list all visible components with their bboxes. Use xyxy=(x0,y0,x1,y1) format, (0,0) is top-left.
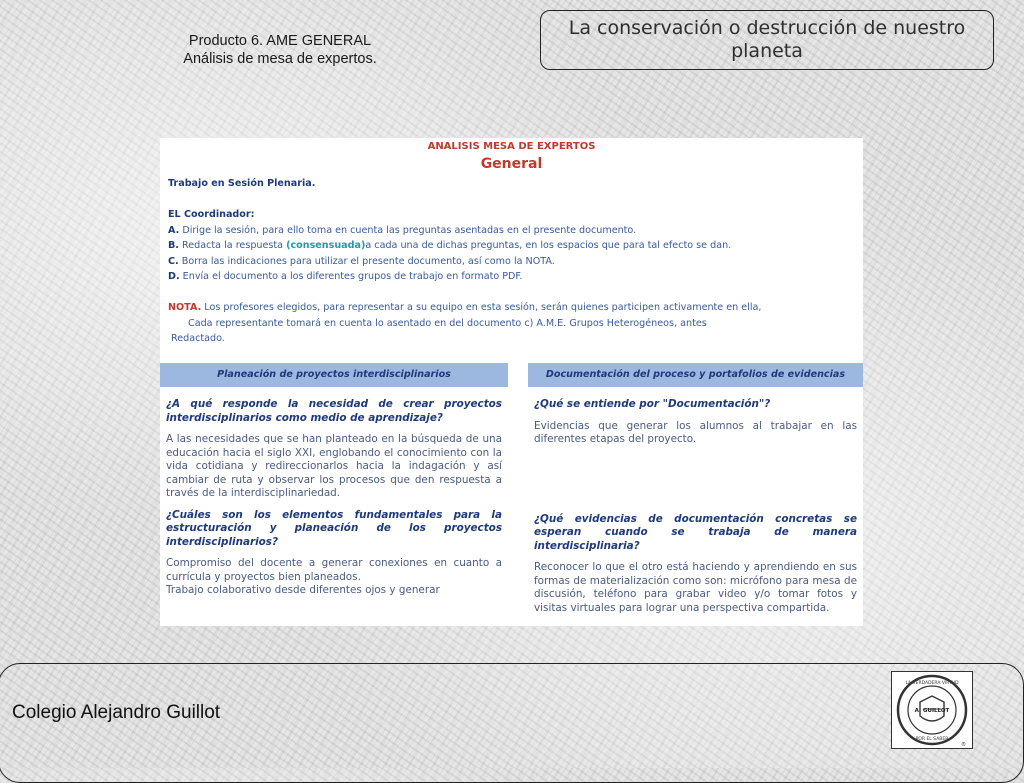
session-label: Trabajo en Sesión Plenaria. xyxy=(168,178,316,189)
svg-text:POR EL SABER: POR EL SABER xyxy=(915,737,949,742)
svg-text:A. GUILLOT: A. GUILLOT xyxy=(914,708,950,714)
answer-2: Reconocer lo que el otro está haciendo y aprendiendo en sus formas de materialización como son: micrófono para mesa de discusión, teléfono para grabar video y/o tomar fotos y visitas virtuales para lograr una perspectiva compartida. xyxy=(534,561,857,614)
document-title: ANALISIS MESA DE EXPERTOS xyxy=(427,141,596,152)
question-1: ¿Qué se entiende por "Documentación"? xyxy=(534,398,771,410)
left-column-header: Planeación de proyectos interdisciplinarios xyxy=(160,363,508,387)
subtitle-line: Análisis de mesa de expertos. xyxy=(183,51,377,67)
note: NOTA. Los profesores elegidos, para representar a su equipo en esta sesión, serán quienes participen activamente en ella, xyxy=(168,302,762,313)
slide-title-box xyxy=(540,10,994,70)
left-column xyxy=(166,398,502,598)
instruction-item: C. Borra las indicaciones para utilizar el presente documento, así como la NOTA. xyxy=(168,255,555,267)
answer-1: Evidencias que generar los alumnos al trabajar en las diferentes etapas del proyecto. xyxy=(534,419,857,445)
svg-text:LA VERDADERA VIRTUD: LA VERDADERA VIRTUD xyxy=(905,681,959,686)
note-label: NOTA. xyxy=(168,302,202,313)
instruction-item: B. Redacta la respuesta (consensuada)a cada una de dichas preguntas, en los espacios que para tal efecto se dan. xyxy=(168,240,732,251)
slide-header-left xyxy=(150,32,410,68)
question-1: ¿A qué responde la necesidad de crear proyectos interdisciplinarios como medio de aprendizaje? xyxy=(166,398,502,424)
school-seal-logo xyxy=(891,671,973,749)
consensuada-highlight: (consensuada) xyxy=(286,240,366,251)
answer-2: Compromiso del docente a generar conexiones en cuanto a currícula y proyectos bien planeados. Trabajo colaborativo desde diferentes ojos y generar xyxy=(166,557,502,596)
question-2: ¿Qué evidencias de documentación concretas se esperan cuando se trabaja de manera interdisciplinaria? xyxy=(534,512,857,552)
school-name: Colegio Alejandro Guillot xyxy=(12,702,221,723)
instruction-item: D. Envía el documento a los diferentes grupos de trabajo en formato PDF. xyxy=(168,271,523,282)
instructions-block: Trabajo en Sesión Plenaria. EL Coordinador: A. Dirige la sesión, para ello toma en cuenta las preguntas asentadas en el presente documento. B. Redacta la respuesta (consensuada)a cada una de dichas preguntas, en los espacios que para tal efecto se dan. C. Borra las indicaciones para utilizar el presente documento, así como la NOTA. D. Envía el documento a los diferentes grupos de trabajo en formato PDF. NOTA. Los profesores elegidos, para representar a su equipo en esta sesión, serán quienes participen activamente en ella, Cada representante tomará en cuenta lo asentado en del documento c) A.M.E. Grupos Heterogéneos, antes Redactado. xyxy=(168,176,858,347)
answer-1: A las necesidades que se han planteado en la búsqueda de una educación hacia el siglo XXI, englobando el conocimiento con la vida cotidiana y redireccionarlos hacia la indagación y así cambiar de ruta y observar los procesos que den respuesta a través de la interdisciplinariedad. xyxy=(166,433,502,499)
slide-title: La conservación o destrucción de nuestro planeta xyxy=(568,17,966,62)
document-subtitle: General xyxy=(480,156,543,172)
right-column xyxy=(534,398,857,623)
instruction-item: A. Dirige la sesión, para ello toma en cuenta las preguntas asentadas en el presente documento. xyxy=(168,224,637,236)
seal-icon xyxy=(892,672,972,748)
product-line: Producto 6. AME GENERAL xyxy=(188,33,372,49)
coordinator-label: EL Coordinador: xyxy=(168,209,255,220)
question-2: ¿Cuáles son los elementos fundamentales para la estructuración y planeación de los proyectos interdisciplinarios? xyxy=(166,508,502,548)
document-image xyxy=(160,138,863,626)
right-column-header: Documentación del proceso y portafolios de evidencias xyxy=(528,363,863,387)
svg-text:®: ® xyxy=(961,742,966,748)
